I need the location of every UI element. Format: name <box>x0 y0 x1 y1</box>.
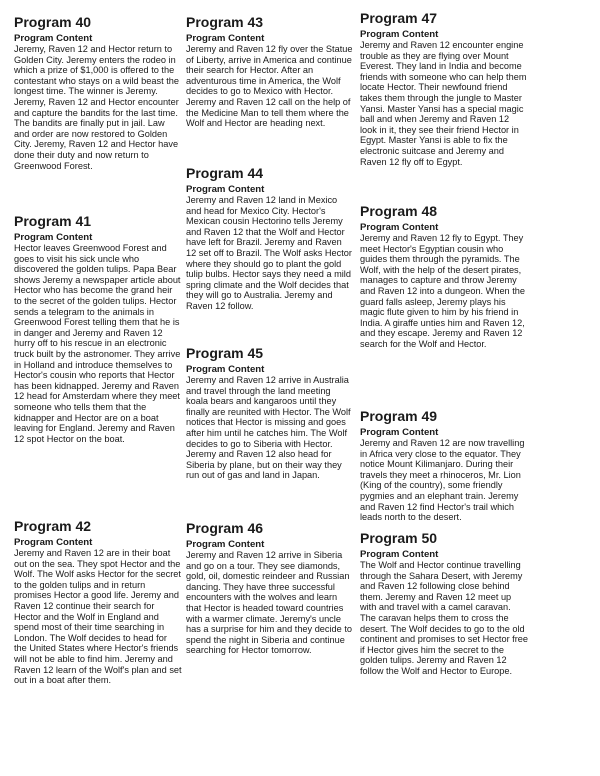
program-content-label: Program Content <box>186 539 265 550</box>
program-content-label: Program Content <box>186 33 265 44</box>
program-title: Program 41 <box>14 213 92 229</box>
program-title: Program 48 <box>360 203 438 219</box>
program-content-label: Program Content <box>360 222 439 233</box>
program-content-label: Program Content <box>360 29 439 40</box>
program-description: Jeremy and Raven 12 fly to Egypt. They meet Hector's Egyptian cousin who guides them through the pyramids. The Wolf, with the help of the desert pirates, manages to capture and throw Jeremy and Raven 12 into a dungeon. When the guard falls asleep, Jeremy plays his magic flute given to him by his friend in India. A giraffe unties him and Raven 12, and they escape. Jeremy and Raven 12 search for the Wolf and Hector. <box>360 233 525 349</box>
program-description: Jeremy and Raven 12 arrive in Siberia and go on a tour. They see diamonds, gold, oil, domestic reindeer and Russian dancing. They have three successful encounters with the wolves and learn that Hector is headed toward countries with a warmer climate. Jeremy's uncle has a surprise for him and they decide to spend the night in Siberia and continue searching for Hector tomorrow. <box>186 550 352 656</box>
program-title: Program 47 <box>360 10 438 26</box>
program-42-section <box>14 518 182 686</box>
program-41-section <box>14 213 182 444</box>
program-title: Program 42 <box>14 518 92 534</box>
program-43-section <box>186 14 354 129</box>
program-description: Jeremy and Raven 12 encounter engine trouble as they are flying over Mount Everest. They land in India and become friends with someone who can help them locate Hector. Their newfound friend takes them through the jungle to Master Yansi. Master Yansi has a special magic ball and when Jeremy and Raven 12 look in it, they see their friend Hector in Egypt. Master Yansi is able to fix the electronic suitcase and Jeremy and Raven 12 fly off to Egypt. <box>360 40 527 167</box>
program-description: Jeremy and Raven 12 fly over the Statue of Liberty, arrive in America and continue their search for Hector. After an adventurous time in America, the Wolf decides to go to Mexico with Hector. Jeremy and Raven 12 call on the help of the Medicine Man to tell them where the Wolf and Hector are heading next. <box>186 44 353 129</box>
program-content-label: Program Content <box>360 427 439 438</box>
program-content-label: Program Content <box>360 549 439 560</box>
program-description: Jeremy and Raven 12 land in Mexico and head for Mexico City. Hector's Mexican cousin Hectorino tells Jeremy and Raven 12 that the Wolf and Hector have left for Brazil. Jeremy and Raven 12 set off to Brazil. The Wolf asks Hector where they should go to plant the gold tulip bulbs. Hector says they need a mild spring climate and the Wolf decides that they will go to Australia. Jeremy and Raven 12 follow. <box>186 195 352 311</box>
program-49-section <box>360 408 528 523</box>
program-content-label: Program Content <box>14 232 93 243</box>
program-description: Jeremy and Raven 12 are now travelling in Africa very close to the equator. They notice Mount Kilimanjaro. During their travels they meet a rhinoceros, Mr. Lion (King of the country), some friendly pygmies and an elephant train. Jeremy and Raven 12 find Hector's trail which leads north to the desert. <box>360 438 525 523</box>
program-title: Program 40 <box>14 14 92 30</box>
program-content-label: Program Content <box>186 364 265 375</box>
program-50-section <box>360 530 528 677</box>
program-description: Jeremy, Raven 12 and Hector return to Golden City. Jeremy enters the rodeo in which a prize of $1,000 is offered to the contestant who stays on a wild beast the longest time. The winner is Jeremy. Jeremy, Raven 12 and Hector encounter and capture the bandits for the last time. The bandits are finally put in jail. Law and order are now restored to Golden City. Jeremy, Raven 12 and Hector have done their duty and now return to Greenwood Forest. <box>14 44 179 171</box>
program-title: Program 50 <box>360 530 438 546</box>
program-title: Program 49 <box>360 408 438 424</box>
program-title: Program 43 <box>186 14 264 30</box>
program-title: Program 46 <box>186 520 264 536</box>
program-45-section <box>186 345 354 481</box>
program-content-label: Program Content <box>186 184 265 195</box>
program-description: Hector leaves Greenwood Forest and goes to visit his sick uncle who discovered the golden tulips. Papa Bear shows Jeremy a newspaper article about Hector who has become the grand heir to the secret of the golden tulips. Hector sends a telegram to the animals in Greenwood Forest telling them that he is in danger and Jeremy and Raven 12 hurry off to his rescue in an electronic truck built by the astronomer. They arrive in Holland and introduce themselves to Hector's cousin who reports that Hector has been kidnapped. Jeremy and Raven 12 head for Amsterdam where they meet someone who tells them that the kidnapper and Hector are on a boat leaving for England. Jeremy and Raven 12 spot Hector on the boat. <box>14 243 181 444</box>
program-description: The Wolf and Hector continue travelling through the Sahara Desert, with Jeremy and Raven 12 following close behind them. Jeremy and Raven 12 meet up with and travel with a camel caravan. The caravan helps them to cross the desert. The Wolf decides to go to the old continent and promises to set Hector free if Hector gives him the secret to the golden tulips. Jeremy and Raven 12 follow the Wolf and Hector to Europe. <box>360 560 529 676</box>
program-content-label: Program Content <box>14 33 93 44</box>
program-47-section <box>360 10 528 167</box>
program-46-section <box>186 520 354 656</box>
program-44-section <box>186 165 354 312</box>
program-description: Jeremy and Raven 12 are in their boat out on the sea. They spot Hector and the Wolf. The Wolf asks Hector for the secret to the golden tulips and in return promises Hector a good life. Jeremy and Raven 12 continue their search for Hector and the Wolf in England and spend most of their time searching in London. The Wolf decides to head for the United States where Hector's friends will not be able to find him. Jeremy and Raven 12 learn of the Wolf's plan and set out in a boat after them. <box>14 548 182 686</box>
program-title: Program 45 <box>186 345 264 361</box>
program-description: Jeremy and Raven 12 arrive in Australia and travel through the land meeting koala bears and kangaroos until they finally are reunited with Hector. The Wolf notices that Hector is missing and goes after him until he catches him. The Wolf decides to go to Siberia with Hector. Jeremy and Raven 12 also head for Siberia by plane, but on their way they run out of gas and land in Japan. <box>186 375 351 481</box>
program-content-label: Program Content <box>14 537 93 548</box>
program-title: Program 44 <box>186 165 264 181</box>
program-48-section <box>360 203 528 350</box>
program-40-section <box>14 14 182 171</box>
